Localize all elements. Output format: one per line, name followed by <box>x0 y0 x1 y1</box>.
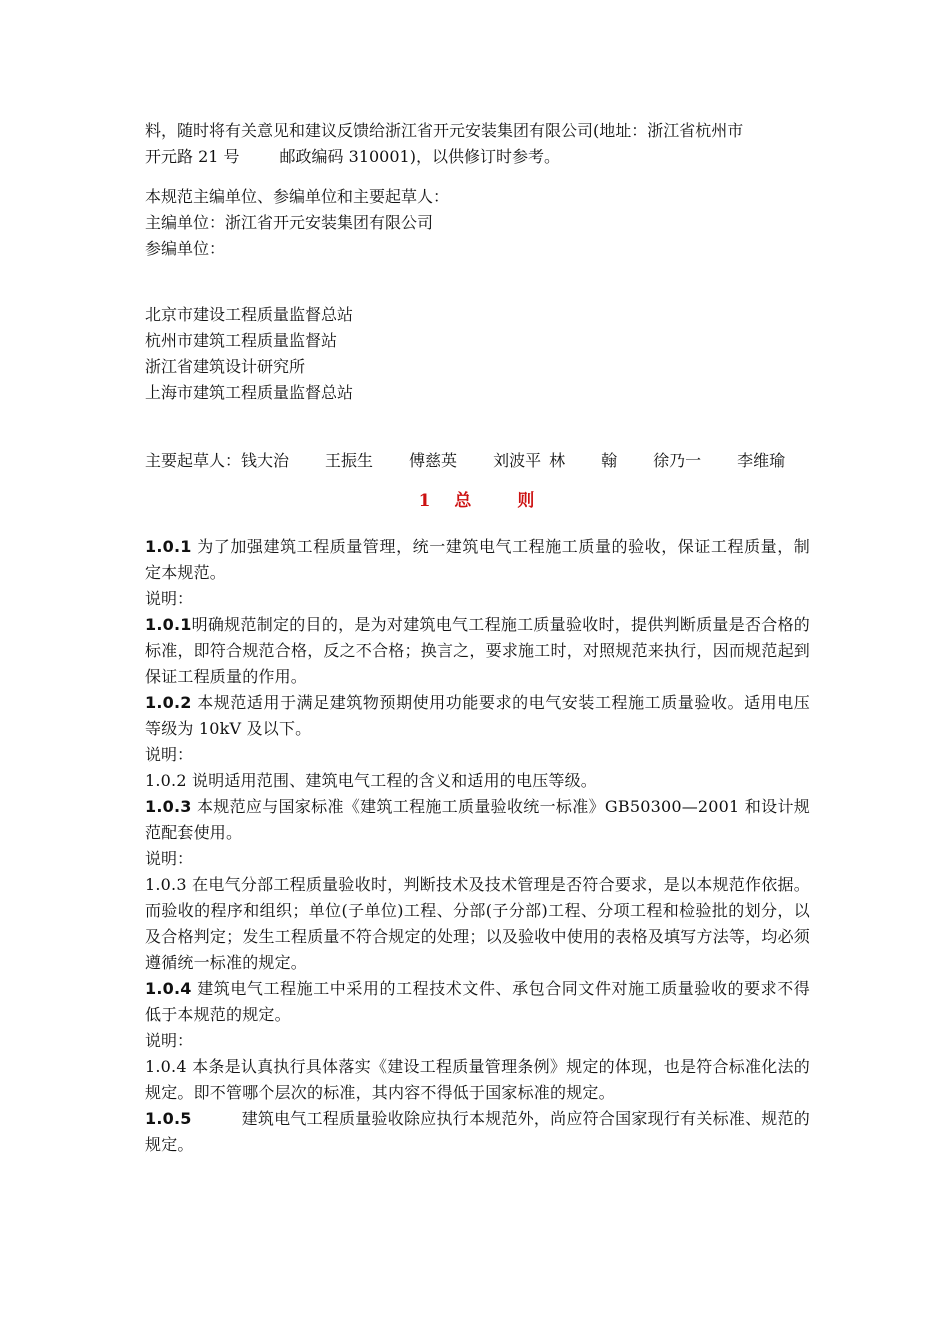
drafters-line <box>145 448 810 474</box>
chapter-title-part: 则 <box>517 491 537 511</box>
chapter-heading <box>145 488 810 514</box>
note <box>145 1054 810 1106</box>
note-number: 1.0.2 <box>145 771 187 790</box>
note-number: 1.0.3 <box>145 875 187 894</box>
units-heading: 本规范主编单位、参编单位和主要起草人： <box>145 187 450 206</box>
clause-number: 1.0.3 <box>145 797 192 816</box>
clause <box>145 534 810 586</box>
clause <box>145 976 810 1028</box>
chapter-number: 1 <box>418 491 433 511</box>
note-text: 明确规范制定的目的，是为对建筑电气工程施工质量验收时，提供判断质量是否合格的标准，即符合规范合格，反之不合格；换言之，要求施工时，对照规范来执行，因而规范起到保证工程质量的作用。 <box>145 615 810 686</box>
address-text: 开元路 21 号 <box>145 147 240 166</box>
participating-unit: 北京市建设工程质量监督总站 <box>145 305 354 324</box>
participating-unit: 杭州市建筑工程质量监督站 <box>145 331 338 350</box>
postcode-text: 邮政编码 310001)，以供修订时参考。 <box>279 147 560 166</box>
note <box>145 872 810 976</box>
clause-text: 建筑电气工程施工中采用的工程技术文件、承包合同文件对施工质量验收的要求不得低于本规范的规定。 <box>145 979 810 1024</box>
note-label: 说明： <box>145 849 194 868</box>
drafter-name: 林 <box>549 451 566 470</box>
drafter-name: 傅慈英 <box>409 451 458 470</box>
drafter-name: 钱大治 <box>241 451 290 470</box>
clause <box>145 794 810 846</box>
drafter-name: 翰 <box>601 451 618 470</box>
clause-text: 为了加强建筑工程质量管理，统一建筑电气工程施工质量的验收，保证工程质量，制定本规范。 <box>145 537 810 582</box>
note-number: 1.0.4 <box>145 1057 187 1076</box>
clause-text: 本规范适用于满足建筑物预期使用功能要求的电气安装工程施工质量验收。适用电压等级为 10kV 及以下。 <box>145 693 810 738</box>
participating-unit: 浙江省建筑设计研究所 <box>145 357 306 376</box>
chief-unit: 主编单位：浙江省开元安装集团有限公司 <box>145 213 434 232</box>
note-number: 1.0.1 <box>145 615 192 634</box>
clause <box>145 1106 810 1158</box>
note-text: 在电气分部工程质量验收时，判断技术及技术管理是否符合要求，是以本规范作依据。而验收的程序和组织；单位(子单位)工程、分部(子分部)工程、分项工程和检验批的划分，以及合格判定；发生工程质量不符合规定的处理；以及验收中使用的表格及填写方法等，均必须遵循统一标准的规定。 <box>145 875 810 972</box>
participating-label: 参编单位： <box>145 239 226 258</box>
note <box>145 612 810 690</box>
note-label: 说明： <box>145 589 194 608</box>
participating-unit: 上海市建筑工程质量监督总站 <box>145 383 354 402</box>
clause-text: 建筑电气工程质量验收除应执行本规范外，尚应符合国家现行有关标准、规范的规定。 <box>145 1109 810 1154</box>
intro-line-1: 料，随时将有关意见和建议反馈给浙江省开元安装集团有限公司(地址：浙江省杭州市 <box>145 121 744 140</box>
clause-number: 1.0.5 <box>145 1109 192 1128</box>
document-page <box>145 118 810 1158</box>
drafter-name: 李维瑜 <box>737 451 786 470</box>
note-label: 说明： <box>145 745 194 764</box>
drafter-name: 刘波平 <box>493 451 542 470</box>
drafter-name: 徐乃一 <box>653 451 702 470</box>
note-text: 说明适用范围、建筑电气工程的含义和适用的电压等级。 <box>186 771 598 790</box>
note-text: 本条是认真执行具体落实《建设工程质量管理条例》规定的体现，也是符合标准化法的规定。即不管哪个层次的标准，其内容不得低于国家标准的规定。 <box>145 1057 810 1102</box>
clause-text: 本规范应与国家标准《建筑工程施工质量验收统一标准》GB50300—2001 和设计规范配套使用。 <box>145 797 810 842</box>
chapter-title-part: 总 <box>454 491 474 511</box>
clause-number: 1.0.2 <box>145 693 192 712</box>
note-label: 说明： <box>145 1031 194 1050</box>
intro-line-2 <box>145 144 810 170</box>
drafters-label: 主要起草人： <box>145 451 242 470</box>
clause <box>145 690 810 742</box>
clause-number: 1.0.1 <box>145 537 192 556</box>
note <box>145 768 810 794</box>
drafter-name: 王振生 <box>325 451 374 470</box>
clause-number: 1.0.4 <box>145 979 192 998</box>
